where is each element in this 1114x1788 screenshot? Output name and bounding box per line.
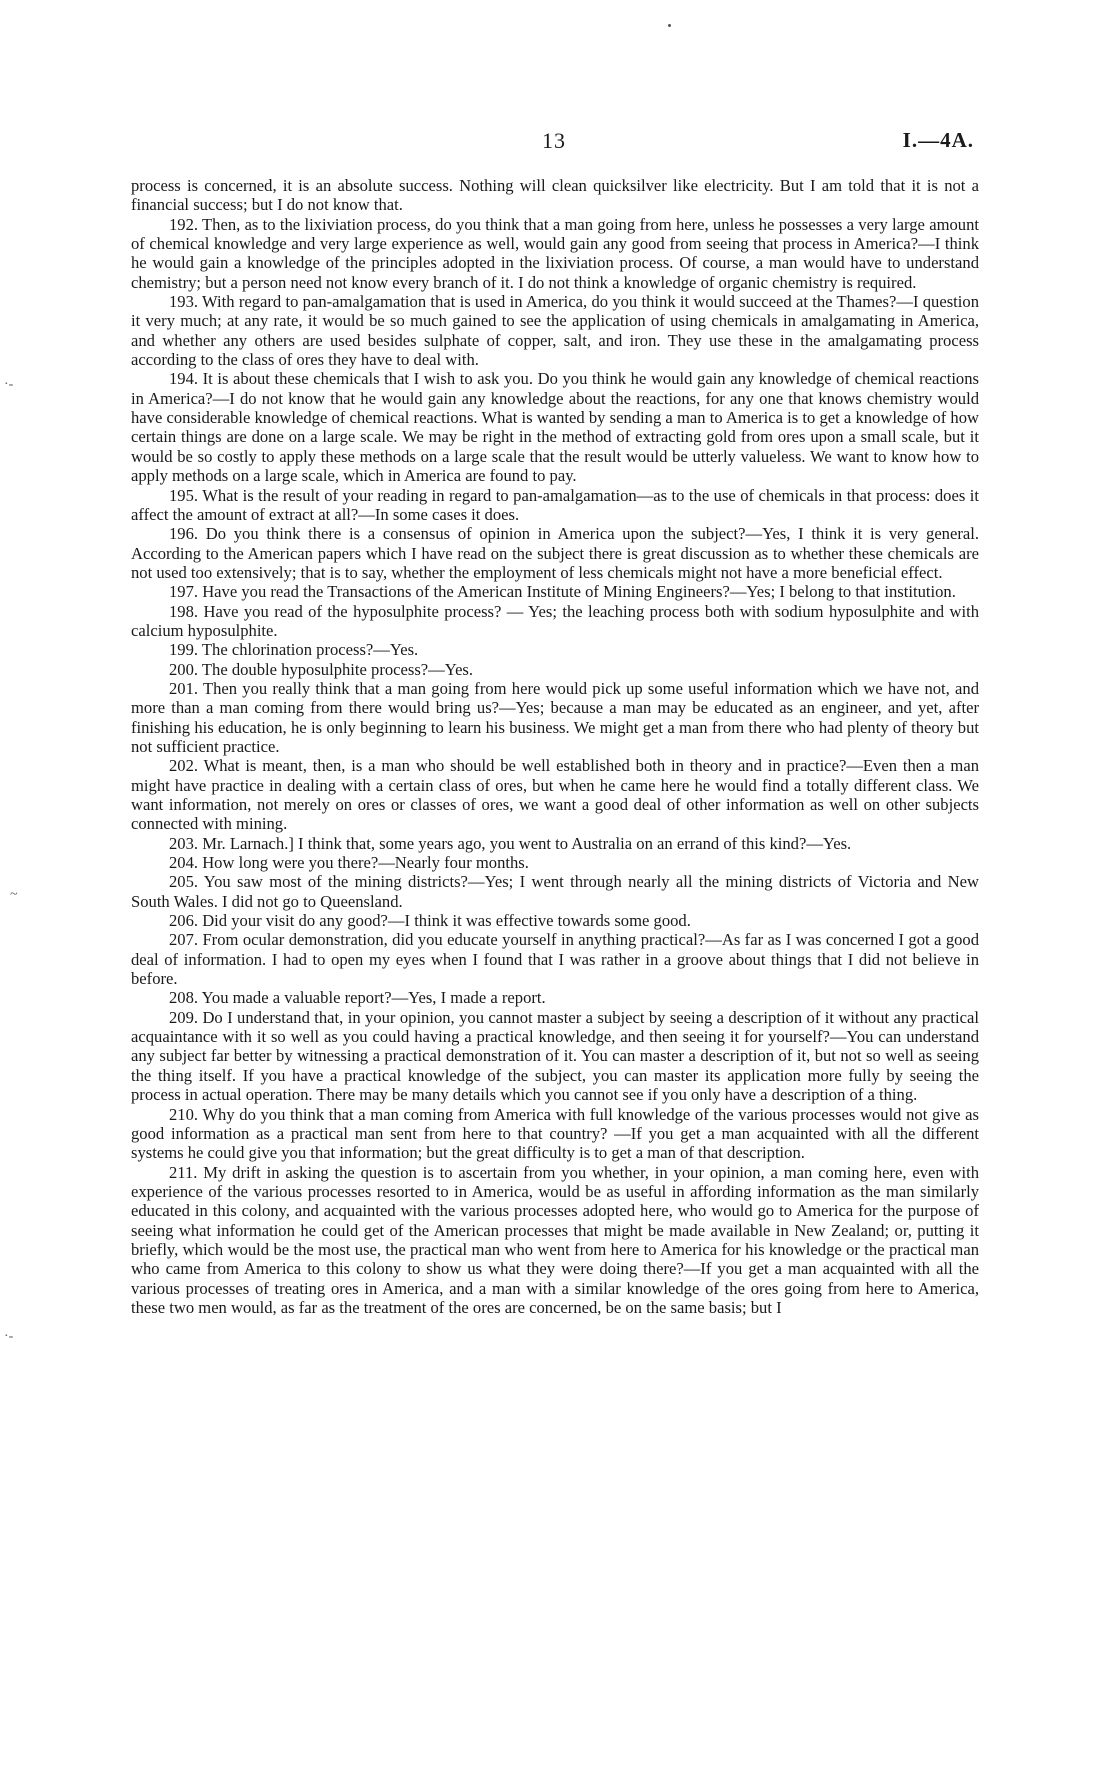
paragraph: 211. My drift in asking the question is to ascertain from you whether, in your opinion, a man coming here, even with experience of the various processes resorted to in America, would be as useful in affording information as the man similarly educated in this colony, and acquainted with the various processes adopted here, who would go to America for the purpose of seeing what information he could get of the American processes that might be made available in New Zealand; or, putting it briefly, which would be the most use, the practical man who went from here to America for his knowledge or the practical man who came from America to this colony to show us what they were doing there?—If you get a man acquainted with all the various processes of treating ores in America, and a man with a similar knowledge of the ores going from here to America, these two men would, as far as the treatment of the ores are concerned, be on the same basis; but I	[131, 1162, 979, 1317]
margin-mark: ·-	[4, 377, 14, 392]
document-reference: I.—4A.	[902, 128, 974, 152]
paragraph: 208. You made a valuable report?—Yes, I made a report.	[169, 988, 546, 1008]
paragraph: 192. Then, as to the lixiviation process, do you think that a man going from here, unless he possesses a very large amount of chemical knowledge and very large experience as well, would gain any good from seeing that process in America?—I think he would gain a knowledge of the principles adopted in the lixiviation process. Of course, a man would have to understand chemistry; but a person need not know every branch of it. I do not think a knowledge of organic chemistry is required.	[131, 214, 979, 292]
page-number: 13	[542, 128, 566, 153]
paragraph: 197. Have you read the Transactions of the American Institute of Mining Engineers?—Yes; I belong to that institution.	[169, 582, 956, 602]
paragraph: 205. You saw most of the mining districts?—Yes; I went through nearly all the mining districts of Victoria and New South Wales. I did not go to Queensland.	[131, 872, 979, 911]
margin-mark: ·-	[4, 1329, 14, 1344]
margin-mark: ~	[10, 887, 18, 902]
paragraph: process is concerned, it is an absolute success. Nothing will clean quicksilver like electricity. But I am told that it is not a financial success; but I do not know that.	[131, 176, 979, 215]
paragraph: 202. What is meant, then, is a man who should be well established both in theory and in practice?—Even then a man might have practice in dealing with a certain class of ores, but when he came here he would find a totally different class. We want information, not merely on ores or classes of ores, we want a good deal of other information as well on other subjects connected with mining.	[131, 756, 979, 834]
paragraph: 195. What is the result of your reading in regard to pan-amalgamation—as to the use of chemicals in that process: does it affect the amount of extract at all?—In some cases it does.	[131, 485, 979, 524]
paragraph: 206. Did your visit do any good?—I think it was effective towards some good.	[169, 911, 691, 931]
paragraph: 204. How long were you there?—Nearly four months.	[169, 853, 529, 873]
paragraph: 209. Do I understand that, in your opinion, you cannot master a subject by seeing a description of it without any practical acquaintance with it so well as you could having a practical knowledge, and then seeing it for yourself?—You can understand any subject far better by witnessing a practical demonstration of it. You can master a description of it, but not so well as seeing the thing itself. If you have a practical knowledge of the subject, you can master its application more fully by seeing the process in actual operation. There may be many details which you cannot see if you only have a description of a thing.	[131, 1007, 979, 1105]
paragraph: 193. With regard to pan-amalgamation that is used in America, do you think it would succeed at the Thames?—I question it very much; at any rate, it would be so much gained to see the application of using chemicals in amalgamating in America, and whether any others are used besides sulphate of copper, salt, and iron. They use these in the amalgamating process according to the class of ores they have to deal with.	[131, 292, 979, 370]
paragraph: 207. From ocular demonstration, did you educate yourself in anything practical?—As far as I was concerned I got a good deal of information. I had to open my eyes when I found that I was rather in a groove about things that I did not believe in before.	[131, 930, 979, 989]
paragraph: 196. Do you think there is a consensus of opinion in America upon the subject?—Yes, I think it is very general. According to the American papers which I have read on the subject there is great discussion as to whether these chemicals are not used too extensively; that is to say, whether the employment of less chemicals might not have a more beneficial effect.	[131, 524, 979, 582]
paragraph: 199. The chlorination process?—Yes.	[169, 640, 419, 660]
body-text	[131, 176, 979, 1317]
paragraph: 198. Have you read of the hyposulphite process? — Yes; the leaching process both with sodium hyposulphite and with calcium hyposulphite.	[131, 601, 979, 640]
speck-mark	[668, 24, 671, 27]
paragraph: 201. Then you really think that a man going from here would pick up some useful information which we have not, and more than a man coming from there would bring us?—Yes; because a man may be educated as an engineer, and yet, after finishing his education, he is only beginning to learn his business. We might get a man from there who had plenty of theory but not sufficient practice.	[131, 678, 979, 756]
page-header	[0, 128, 1114, 158]
paragraph: 194. It is about these chemicals that I wish to ask you. Do you think he would gain any knowledge of chemical reactions in America?—I do not know that he would gain any knowledge about the reactions, for any one that knows chemistry would have considerable knowledge of chemical reactions. What is wanted by sending a man to America is to get a knowledge of how certain things are done on a large scale. We may be right in the method of extracting gold from ores upon a small scale, but it would be so costly to apply these methods on a large scale that the result would be utterly valueless. We want to know how to apply methods on a large scale, which in America are found to pay.	[131, 369, 979, 486]
paragraph: 200. The double hyposulphite process?—Yes.	[169, 659, 474, 679]
paragraph: 210. Why do you think that a man coming from America with full knowledge of the various processes would not give as good information as a practical man sent from here to that country? —If you get a man acquainted with all the different systems he could give you that information; but the great difficulty is to get a man of that description.	[131, 1104, 979, 1163]
paragraph: 203. Mr. Larnach.] I think that, some years ago, you went to Australia on an errand of this kind?—Yes.	[169, 833, 852, 853]
